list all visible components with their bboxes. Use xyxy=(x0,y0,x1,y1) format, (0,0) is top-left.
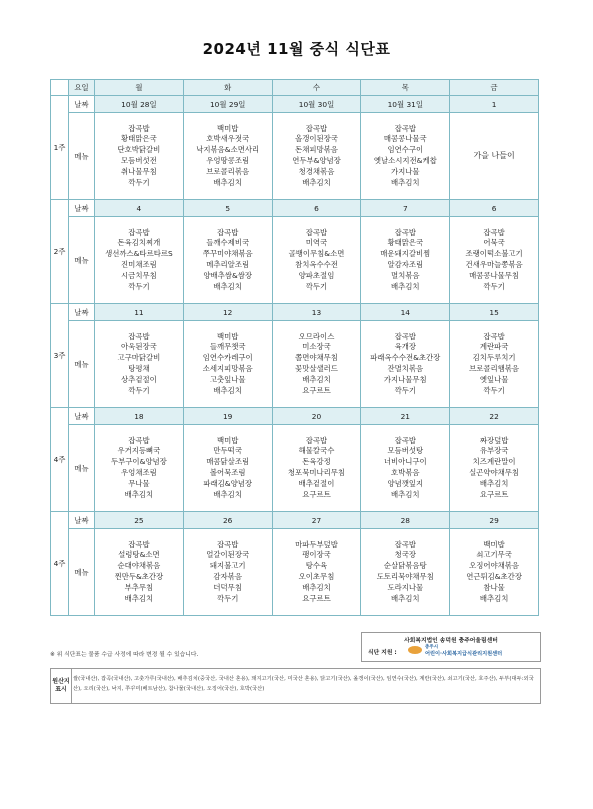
menu-item: 청국장 xyxy=(394,550,416,560)
menu-item: 임연수카레구이 xyxy=(202,353,253,363)
header-yoil-label: 요일 xyxy=(69,80,95,96)
header-day-tue: 화 xyxy=(183,80,272,96)
menu-item: 실곤약야채무침 xyxy=(469,468,520,477)
notice-text: ※ 위 식단표는 물품 수급 사정에 따라 변경 될 수 있습니다. xyxy=(50,652,199,658)
menu-item: 생선까스&타르타르S xyxy=(105,249,173,259)
menu-item: 진미채조림 xyxy=(121,260,157,269)
date-cell: 19 xyxy=(183,408,272,425)
date-cell: 29 xyxy=(450,512,539,529)
menu-item: 백미밥 xyxy=(216,435,239,445)
menu-cell xyxy=(361,217,450,304)
menu-item: 고춧잎나물 xyxy=(209,374,246,384)
menu-item: 돈육김치찌개 xyxy=(117,238,161,248)
menu-cell xyxy=(183,217,272,304)
header-day-wed: 수 xyxy=(272,80,361,96)
date-row xyxy=(51,96,539,113)
menu-item: 연두부&양념장 xyxy=(292,156,341,165)
menu-item: 상추겉절이 xyxy=(121,374,157,384)
menu-item: 배추김치 xyxy=(213,489,242,499)
menu-row xyxy=(51,321,539,408)
header-day-mon: 월 xyxy=(95,80,184,96)
date-cell: 20 xyxy=(272,408,361,425)
menu-item: 얼갈이된장국 xyxy=(206,550,250,560)
menu-item: 돈육강정 xyxy=(302,457,331,467)
menu-cell xyxy=(450,321,539,408)
menu-cell xyxy=(272,217,361,304)
menu-cell xyxy=(95,217,184,304)
menu-item: 잡곡밥 xyxy=(128,331,150,341)
menu-item: 참치옥수수전 xyxy=(295,260,338,269)
menu-item: 잡곡밥 xyxy=(305,435,328,445)
supporter-org-name: 어린이·사회복지급식관리지원센터 xyxy=(425,651,503,657)
menu-item: 깍두기 xyxy=(216,593,239,603)
menu-item: 배추김치 xyxy=(213,385,242,395)
header-day-fri: 금 xyxy=(450,80,539,96)
menu-item: 매콤콩나물국 xyxy=(383,134,427,144)
menu-item: 잡곡밥 xyxy=(128,227,150,237)
menu-cell xyxy=(183,321,272,408)
menu-item: 잡곡밥 xyxy=(394,539,416,549)
menu-cell xyxy=(183,529,272,616)
menu-row-label: 메뉴 xyxy=(69,321,95,408)
menu-item: 순대야채볶음 xyxy=(117,561,161,571)
date-row-label: 날짜 xyxy=(69,408,95,425)
date-row-label: 날짜 xyxy=(69,200,95,217)
header-day-thu: 목 xyxy=(361,80,450,96)
menu-item: 배추김치 xyxy=(391,593,420,603)
menu-item: 잡곡밥 xyxy=(394,331,416,341)
menu-cell xyxy=(95,529,184,616)
menu-item: 황태맑은국 xyxy=(387,238,424,248)
menu-item: 깍두기 xyxy=(305,281,328,291)
menu-item: 옛날소시지전&케찹 xyxy=(373,156,437,165)
menu-item: 부추무침 xyxy=(124,582,154,592)
menu-cell xyxy=(361,321,450,408)
date-cell: 11 xyxy=(95,304,184,321)
date-cell: 1 xyxy=(450,96,539,113)
menu-item: 골뱅이무침&소면 xyxy=(288,249,345,259)
menu-item: 조랭이떡소불고기 xyxy=(465,249,523,259)
menu-item: 단호박닭갈비 xyxy=(117,145,161,155)
menu-item: 모듬버섯전 xyxy=(121,156,157,165)
menu-item: 순살닭볶음탕 xyxy=(383,561,427,571)
week-label: 3주 xyxy=(51,304,69,408)
menu-item: 만두떡국 xyxy=(213,446,242,456)
menu-item: 잡곡밥 xyxy=(216,539,239,549)
menu-item: 무나물 xyxy=(128,478,150,488)
menu-item: 양파초절임 xyxy=(298,270,335,280)
date-cell: 27 xyxy=(272,512,361,529)
menu-item: 깍두기 xyxy=(128,281,150,291)
menu-item: 시금치무침 xyxy=(121,270,157,280)
menu-item: 우거지등뼈국 xyxy=(117,446,161,456)
menu-item: 쫄면야채무침 xyxy=(295,353,338,363)
menu-item: 오징어야채볶음 xyxy=(469,561,520,571)
menu-cell xyxy=(450,113,539,200)
menu-item: 배추김치 xyxy=(213,177,242,187)
menu-item: 찐만두&초간장 xyxy=(114,572,164,581)
menu-item: 쭈꾸미야채볶음 xyxy=(202,249,253,259)
header-empty xyxy=(51,80,69,96)
menu-cell xyxy=(183,425,272,512)
date-cell: 22 xyxy=(450,408,539,425)
menu-item: 참나물 xyxy=(483,582,505,592)
menu-item: 배추김치 xyxy=(124,489,154,499)
menu-item: 팽이장국 xyxy=(302,550,331,560)
menu-item: 감자볶음 xyxy=(213,572,242,581)
origin-label: 원산지 표시 xyxy=(51,669,72,703)
menu-cell xyxy=(450,529,539,616)
menu-row-label: 메뉴 xyxy=(69,425,95,512)
menu-cell xyxy=(272,113,361,200)
menu-item: 잡곡밥 xyxy=(128,123,150,133)
menu-item: 호박새우젓국 xyxy=(206,134,250,144)
menu-item: 잡곡밥 xyxy=(305,123,328,133)
menu-item: 어묵국 xyxy=(483,238,505,248)
menu-item: 요구르트 xyxy=(302,385,331,395)
menu-item: 배추겉절이 xyxy=(298,478,335,488)
date-row xyxy=(51,304,539,321)
menu-item: 깍두기 xyxy=(128,385,150,395)
menu-item: 아욱된장국 xyxy=(121,342,157,352)
menu-item: 파래옥수수전&초간장 xyxy=(370,353,441,363)
menu-item: 가지나물 xyxy=(391,166,420,176)
menu-item: 깍두기 xyxy=(394,385,416,395)
menu-item: 브로콜리햄볶음 xyxy=(469,364,520,373)
menu-item: 쇠고기무국 xyxy=(476,550,512,560)
menu-item: 배추김치 xyxy=(213,281,242,291)
date-cell: 4 xyxy=(95,200,184,217)
menu-item: 탕평채 xyxy=(128,364,150,373)
date-row-label: 날짜 xyxy=(69,304,95,321)
menu-item: 탕수육 xyxy=(305,561,328,571)
date-cell: 10월 29일 xyxy=(183,96,272,113)
menu-cell xyxy=(361,425,450,512)
menu-item: 낙지볶음&소면사리 xyxy=(196,145,260,155)
date-cell: 6 xyxy=(450,200,539,217)
menu-row xyxy=(51,113,539,200)
origin-box xyxy=(50,668,541,704)
date-cell: 6 xyxy=(272,200,361,217)
menu-cell xyxy=(95,425,184,512)
menu-item: 옛잎나물 xyxy=(479,374,509,384)
menu-item: 잡곡밥 xyxy=(216,227,239,237)
menu-item: 요구르트 xyxy=(479,489,509,499)
date-row-label: 날짜 xyxy=(69,512,95,529)
date-cell: 21 xyxy=(361,408,450,425)
menu-item: 유부장국 xyxy=(479,446,509,456)
menu-item: 건새우마늘쫑볶음 xyxy=(465,260,523,269)
menu-item: 우엉땅콩조림 xyxy=(206,156,250,165)
menu-item: 배추김치 xyxy=(479,593,509,603)
menu-item: 잡곡밥 xyxy=(394,435,416,445)
menu-row-label: 메뉴 xyxy=(69,217,95,304)
menu-item: 파래김&양념장 xyxy=(203,478,252,488)
menu-cell xyxy=(361,529,450,616)
menu-item: 가을 나들이 xyxy=(473,150,515,160)
date-row-label: 날짜 xyxy=(69,96,95,113)
menu-item: 메추리알조림 xyxy=(206,260,250,269)
menu-item: 잡곡밥 xyxy=(128,539,150,549)
date-cell: 10월 31일 xyxy=(361,96,450,113)
menu-table xyxy=(50,79,539,616)
menu-item: 양념깻잎지 xyxy=(387,478,424,488)
menu-row xyxy=(51,529,539,616)
menu-item: 청경채볶음 xyxy=(298,166,335,176)
supporter-org xyxy=(425,645,502,657)
date-cell: 5 xyxy=(183,200,272,217)
menu-cell xyxy=(95,321,184,408)
menu-item: 취나물무침 xyxy=(121,166,157,176)
supporter-label: 식단 지원 : xyxy=(368,650,397,656)
menu-item: 깍두기 xyxy=(483,385,505,395)
menu-item: 올갱이된장국 xyxy=(295,134,338,144)
menu-cell xyxy=(272,425,361,512)
menu-item: 연근튀김&초간장 xyxy=(466,572,522,581)
date-row xyxy=(51,512,539,529)
week-label: 1주 xyxy=(51,96,69,200)
menu-item: 육개장 xyxy=(394,342,416,352)
menu-cell xyxy=(95,113,184,200)
menu-item: 잡곡밥 xyxy=(128,435,150,445)
menu-item: 배추김치 xyxy=(302,177,331,187)
date-row xyxy=(51,200,539,217)
menu-item: 계란파국 xyxy=(479,342,509,352)
menu-row xyxy=(51,425,539,512)
menu-item: 황태맑은국 xyxy=(121,134,157,144)
menu-item: 꽃맛살샐러드 xyxy=(295,364,338,373)
date-cell: 25 xyxy=(95,512,184,529)
week-label: 4주 xyxy=(51,512,69,616)
menu-item: 들깨수제비국 xyxy=(206,238,250,248)
menu-item: 깍두기 xyxy=(483,281,505,291)
date-cell: 15 xyxy=(450,304,539,321)
menu-item: 요구르트 xyxy=(302,489,331,499)
date-row xyxy=(51,408,539,425)
menu-item: 잡곡밥 xyxy=(483,227,505,237)
menu-item: 배추김치 xyxy=(124,593,154,603)
supporter-title: 사회복지법인 송덕원 충주어울림센터 xyxy=(404,638,498,644)
menu-item: 가지나물무침 xyxy=(383,374,427,384)
menu-row-label: 메뉴 xyxy=(69,113,95,200)
menu-item: 매운돼지갈비찜 xyxy=(380,249,431,259)
menu-item: 잡곡밥 xyxy=(394,123,416,133)
menu-item: 오이초무침 xyxy=(298,572,335,581)
origin-text: 쌀(국내산), 잡곡(국내산), 고춧가루(국내산), 배추김치(중국산, 국내산 혼용), 돼지고기(국산, 미국산 혼용), 닭고기(국산), 올갱이(국산), 임연수(국산), 계란(국산), 쇠고기(국산, 호주산), 두부(대두:외국산), 오리(국산), 낙지, 쭈꾸미(베트남산), 참나물(국내산), 오징어(국산), 호박(국산) xyxy=(73,676,534,692)
menu-cell xyxy=(450,217,539,304)
menu-item: 해물칼국수 xyxy=(298,446,335,456)
menu-item: 멸치볶음 xyxy=(391,270,420,280)
date-cell: 7 xyxy=(361,200,450,217)
menu-item: 소세지피망볶음 xyxy=(202,364,253,373)
menu-item: 백미밥 xyxy=(483,539,505,549)
menu-cell xyxy=(361,113,450,200)
menu-item: 브로콜리볶음 xyxy=(206,166,250,176)
menu-cell xyxy=(183,113,272,200)
menu-cell xyxy=(272,321,361,408)
menu-item: 도토리묵야채무침 xyxy=(376,572,434,581)
menu-item: 백미밥 xyxy=(216,331,239,341)
menu-item: 매콤콩나물무침 xyxy=(469,270,520,280)
menu-item: 김치두루치기 xyxy=(472,353,516,363)
date-cell: 28 xyxy=(361,512,450,529)
menu-item: 도라지나물 xyxy=(387,582,424,592)
menu-item: 배추김치 xyxy=(479,478,509,488)
menu-item: 매콤닭살조림 xyxy=(206,457,250,467)
menu-row xyxy=(51,217,539,304)
header-row xyxy=(51,80,539,96)
date-cell: 18 xyxy=(95,408,184,425)
menu-item: 백미밥 xyxy=(216,123,239,133)
menu-item: 볼어묵조림 xyxy=(209,468,246,477)
page-title: 2024년 11월 중식 식단표 xyxy=(202,40,391,58)
menu-item: 우엉채조림 xyxy=(121,468,157,477)
menu-item: 배추김치 xyxy=(302,582,331,592)
week-label: 2주 xyxy=(51,200,69,304)
menu-item: 요구르트 xyxy=(302,593,331,603)
menu-item: 잔멸치볶음 xyxy=(387,364,424,373)
menu-item: 고구마닭갈비 xyxy=(117,353,161,363)
menu-item: 잡곡밥 xyxy=(394,227,416,237)
menu-item: 배추김치 xyxy=(391,177,420,187)
menu-item: 양배추쌈&쌈장 xyxy=(203,270,252,280)
date-cell: 10월 28일 xyxy=(95,96,184,113)
supporter-org-city: 충주시 xyxy=(425,645,439,650)
menu-item: 배추김치 xyxy=(302,374,331,384)
menu-item: 임연수구이 xyxy=(387,145,424,155)
menu-item: 모듬버섯탕 xyxy=(387,446,424,456)
menu-item: 깍두기 xyxy=(128,177,150,187)
menu-item: 미역국 xyxy=(305,238,328,248)
menu-cell xyxy=(272,529,361,616)
menu-item: 알감자조림 xyxy=(387,260,424,269)
date-cell: 10월 30일 xyxy=(272,96,361,113)
date-cell: 14 xyxy=(361,304,450,321)
menu-item: 잡곡밥 xyxy=(305,227,328,237)
menu-item: 들깨무챗국 xyxy=(209,342,246,352)
menu-item: 너비아니구이 xyxy=(383,457,427,467)
menu-item: 돈채피망볶음 xyxy=(295,145,338,155)
menu-item: 청포묵미나리무침 xyxy=(287,468,346,477)
date-cell: 13 xyxy=(272,304,361,321)
menu-item: 오므라이스 xyxy=(298,331,335,341)
menu-item: 호박볶음 xyxy=(391,468,420,477)
menu-item: 두부구이&양념장 xyxy=(111,457,167,467)
date-cell: 26 xyxy=(183,512,272,529)
menu-row-label: 메뉴 xyxy=(69,529,95,616)
supporter-box xyxy=(361,632,541,662)
menu-item: 마파두부덮밥 xyxy=(295,539,338,549)
menu-item: 배추김치 xyxy=(391,489,420,499)
menu-item: 잡곡밥 xyxy=(483,331,505,341)
menu-item: 미소장국 xyxy=(302,342,331,352)
menu-cell xyxy=(450,425,539,512)
menu-item: 돼지불고기 xyxy=(209,561,246,571)
menu-item: 짜장덮밥 xyxy=(479,435,509,445)
week-label: 4주 xyxy=(51,408,69,512)
menu-item: 치즈계란말이 xyxy=(472,457,516,467)
menu-item: 설렁탕&소면 xyxy=(118,550,160,560)
menu-item: 더덕무침 xyxy=(213,582,242,592)
date-cell: 12 xyxy=(183,304,272,321)
menu-item: 배추김치 xyxy=(391,281,420,291)
center-logo-icon xyxy=(408,646,422,654)
